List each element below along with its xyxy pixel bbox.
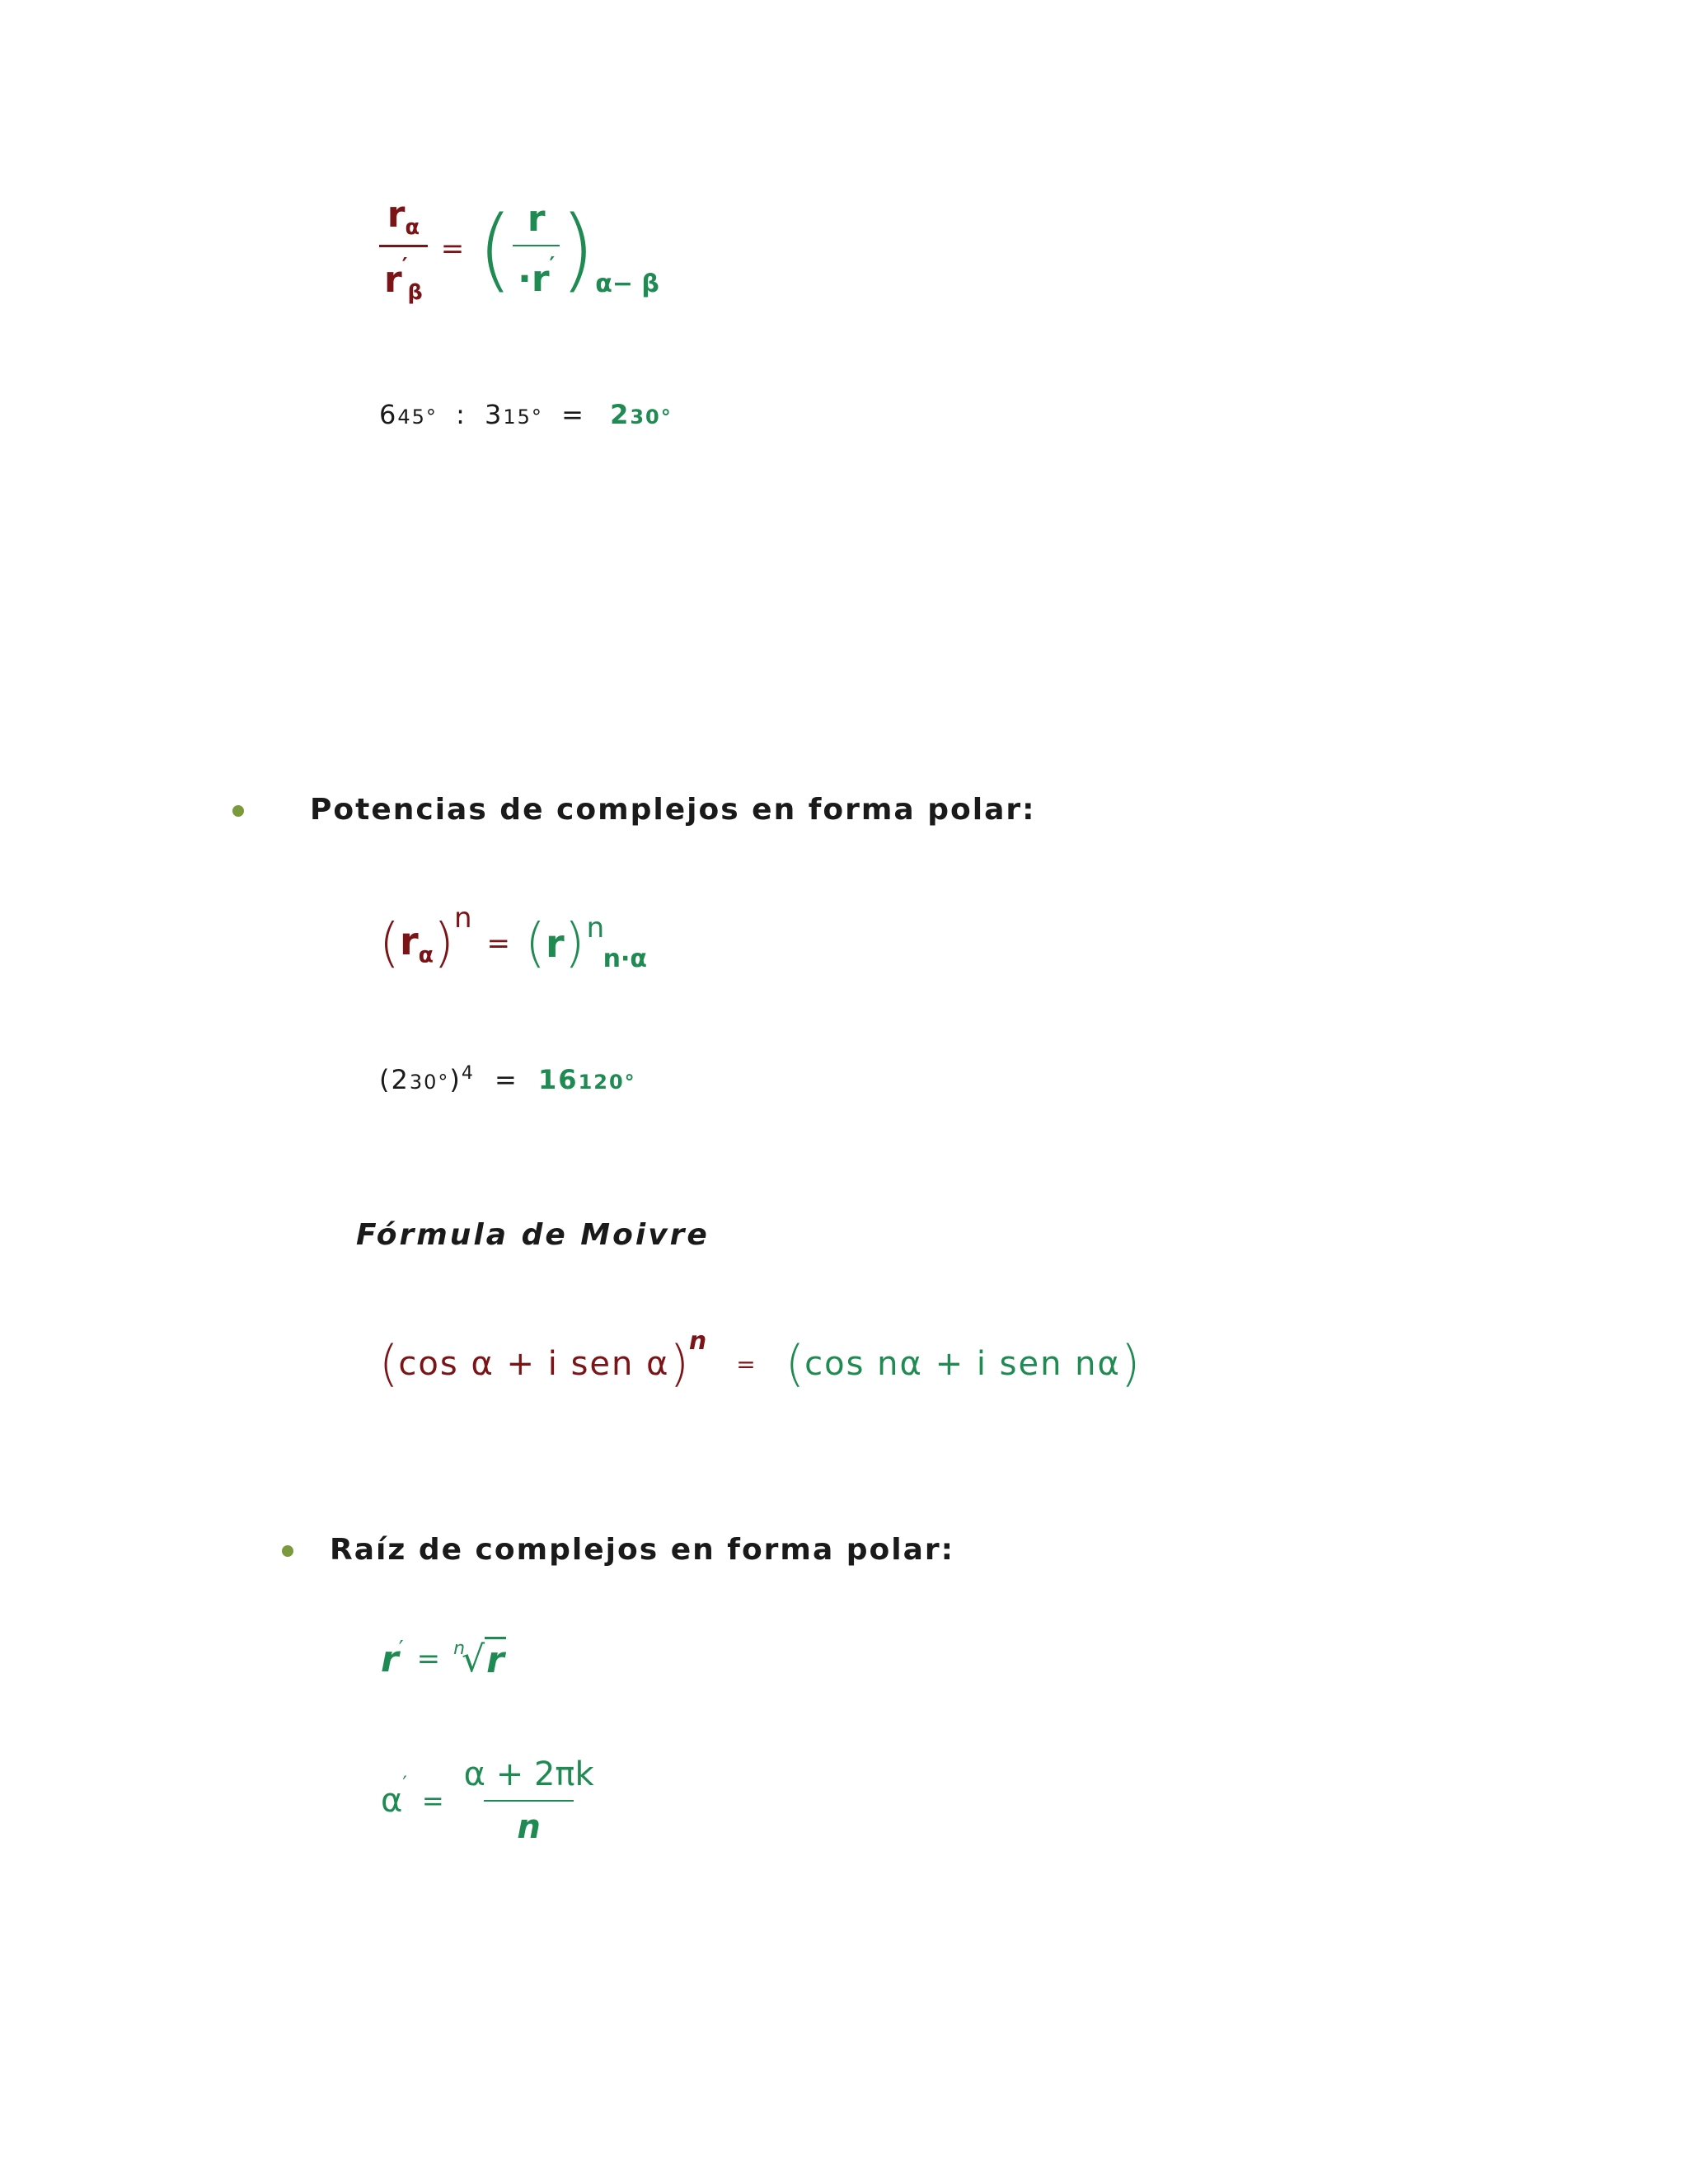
powers-example: $(230^\circ)^4 = 16120^\circ$ [379, 1063, 636, 1095]
roots-modulus-formula: r ′ = n √ r [381, 1637, 504, 1681]
powers-heading: Potencias de complejos en forma polar: [310, 793, 1036, 827]
division-lhs-fraction: $\frac{r_\alpha}{r'_\beta}$ [379, 194, 428, 305]
bullet-powers [232, 805, 244, 817]
bullet-roots [282, 1545, 293, 1557]
roots-argument-formula: α ′ = $\frac{\alpha + 2\pi k}{n}$ [381, 1747, 599, 1854]
roots-heading: Raíz de complejos en forma polar: [330, 1533, 955, 1567]
division-example: 645° : 315° = 230° [379, 399, 673, 430]
roots-argument-fraction: $\frac{\alpha + 2\pi k}{n}$ [463, 1755, 594, 1846]
division-rhs-fraction: $\frac{r}{\cdot r'}$ [513, 198, 560, 300]
moivre-heading: Fórmula de Moivre [356, 1218, 710, 1252]
moivre-formula: ( cos α + i sen α ) n = ( cos nα + i sen nα ) [379, 1327, 1141, 1393]
division-formula: $\frac{r_\alpha}{r'_\beta}$ = ( $\frac{r}{\cdot r'}$ ) α− β [379, 191, 659, 307]
powers-formula: ( $r_\alpha$ ) n = ( r ) n n·α [379, 902, 648, 974]
